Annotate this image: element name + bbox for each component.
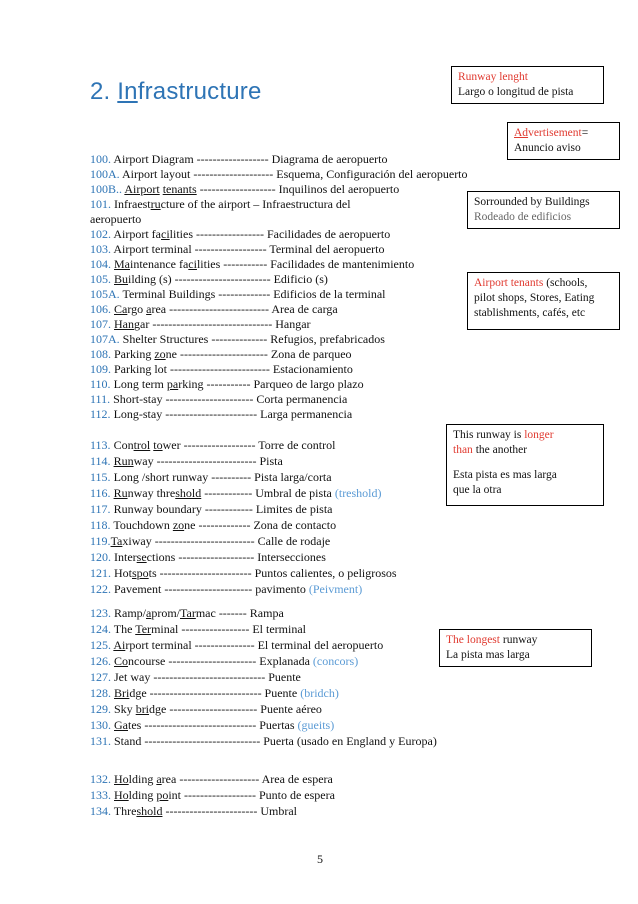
term-text: rea -------------------- Area de espera — [161, 772, 333, 786]
term-number: 100B.. — [90, 182, 123, 196]
term-text: lities ----------- Facilidades de mantenimiento — [196, 257, 415, 271]
term-number: 101. — [90, 197, 111, 211]
term-number: 122. — [90, 582, 111, 596]
term-number: 108. — [90, 347, 111, 361]
term-line-110 — [90, 377, 364, 392]
term-text: cture of the airport – Infraestructura del — [160, 197, 351, 211]
term-text-underlined: a — [146, 302, 152, 316]
term-number: 102. — [90, 227, 111, 241]
note-underlined: Ad — [514, 127, 529, 139]
term-text-underlined: Run — [113, 454, 134, 468]
term-number: 107A. — [90, 332, 120, 346]
note-text: pilot shops, Stores, Eating — [474, 292, 595, 304]
term-number: 133. — [90, 788, 111, 802]
term-text: ncourse ---------------------- Explanada — [128, 654, 313, 668]
term-text: way ------------------------- Pista — [133, 454, 283, 468]
term-number: 105. — [90, 272, 111, 286]
term-line-122 — [90, 582, 362, 597]
term-number: 121. — [90, 566, 111, 580]
note-spanish: que la otra — [453, 484, 502, 496]
term-text-underlined: a — [156, 772, 162, 786]
term-text-underlined: Ca — [114, 302, 128, 316]
term-text: wer ------------------ Torre de control — [162, 438, 336, 452]
note-text: stablishments, cafés, etc — [474, 307, 586, 319]
term-number: 109. — [90, 362, 111, 376]
term-text-underlined: Bu — [114, 272, 129, 286]
note-english: Sorrounded by Buildings — [474, 196, 590, 208]
term-number: 100. — [90, 152, 111, 166]
term-text-mid: lding — [128, 772, 157, 786]
term-text-underlined: to — [153, 438, 163, 452]
term-text-pre: Hot — [111, 566, 132, 580]
term-text: Long /short runway ---------- Pista larga/corta — [110, 470, 332, 484]
term-number: 107. — [90, 317, 111, 331]
term-text-underlined: Bri — [114, 686, 130, 700]
term-line-131 — [90, 734, 437, 749]
term-number: 103. — [90, 242, 111, 256]
term-text: xiway ------------------------- Calle de rodaje — [122, 534, 331, 548]
term-line-127 — [90, 670, 301, 685]
term-line-101-cont — [90, 212, 141, 227]
term-text-underlined: spo — [132, 566, 149, 580]
term-number: 113. — [90, 438, 111, 452]
note-box-longer — [446, 424, 604, 506]
term-text-underlined: Ho — [114, 788, 129, 802]
term-text: Stand ----------------------------- Puerta (usado en England y Europa) — [111, 734, 437, 748]
term-line-121 — [90, 566, 397, 581]
term-line-128 — [90, 686, 339, 701]
term-text-underlined: Airport — [124, 182, 160, 196]
note-english — [446, 633, 585, 648]
term-text-pre: Touchdown — [110, 518, 173, 532]
term-text-mid: lding — [128, 788, 157, 802]
term-text-underlined: ci — [188, 257, 197, 271]
term-line-103 — [90, 242, 384, 257]
term-number: 115. — [90, 470, 111, 484]
term-text: minal ----------------- El terminal — [151, 622, 306, 636]
pronunciation: (treshold) — [334, 486, 382, 500]
term-number: 128. — [90, 686, 111, 700]
term-text-underlined: Ru — [113, 486, 128, 500]
note-spanish: Largo o longitud de pista — [458, 86, 574, 98]
term-line-129 — [90, 702, 322, 717]
note-text: the another — [472, 444, 528, 456]
term-number: 114. — [90, 454, 111, 468]
term-text-pre: Con — [110, 438, 134, 452]
pronunciation: (gueits) — [297, 718, 335, 732]
term-text: ------------ Umbral de pista — [201, 486, 335, 500]
term-text: mac ------- Rampa — [195, 606, 284, 620]
term-line-105a — [90, 287, 386, 302]
term-text: rport terminal --------------- El terminal del aeropuerto — [125, 638, 384, 652]
note-equals: = — [581, 127, 589, 139]
note-box-advertisement — [507, 122, 620, 160]
page-number: 5 — [317, 852, 323, 866]
term-number: 116. — [90, 486, 111, 500]
term-text: Airport layout -------------------- Esquema, Configuración del aeropuerto — [119, 167, 468, 181]
term-text: int ------------------ Punto de espera — [168, 788, 335, 802]
term-number: 111. — [90, 392, 111, 406]
title-rest: frastructure — [137, 78, 262, 105]
term-text-underlined: Ter — [135, 622, 152, 636]
term-text-mid: rgo — [127, 302, 147, 316]
term-text: Runway boundary ------------ Limites de pista — [110, 502, 333, 516]
term-line-108 — [90, 347, 352, 362]
term-line-100 — [90, 152, 388, 167]
term-number: 119. — [90, 534, 111, 548]
note-red-text: Airport tenants — [474, 277, 544, 289]
term-line-109 — [90, 362, 353, 377]
term-line-126 — [90, 654, 358, 669]
term-line-100b — [90, 182, 399, 197]
term-text-underlined: Ho — [114, 772, 129, 786]
term-number: 123. — [90, 606, 111, 620]
note-spanish: Rodeado de edificios — [474, 211, 572, 223]
term-text-underlined: Ma — [114, 257, 130, 271]
term-text-mid: prom/ — [151, 606, 180, 620]
term-line-116 — [90, 486, 382, 501]
term-text-underlined: bri — [135, 702, 150, 716]
term-text-pre: Inter — [111, 550, 137, 564]
term-text: Airport Diagram ------------------ Diagrama de aeropuerto — [111, 152, 388, 166]
term-number: 127. — [90, 670, 111, 684]
term-text-underlined: a — [146, 606, 152, 620]
term-number: 131. — [90, 734, 111, 748]
note-red-text: The longest — [446, 634, 500, 646]
term-line-117 — [90, 502, 333, 517]
term-text: ------------------- Inquilinos del aeropuerto — [196, 182, 400, 196]
term-text: Short-stay ---------------------- Corta permanencia — [110, 392, 348, 406]
term-text: Terminal Buildings ------------- Edificios de la terminal — [119, 287, 386, 301]
note-english: Runway lenght — [458, 71, 528, 83]
term-text: Long-stay ----------------------- Larga permanencia — [110, 407, 353, 421]
note-english-cont — [453, 443, 597, 458]
term-text-underlined: trol — [133, 438, 151, 452]
term-text-underlined: ci — [161, 227, 170, 241]
note-text: This runway is — [453, 429, 525, 441]
term-line-107 — [90, 317, 311, 332]
term-text: dge ---------------------------- Puente — [129, 686, 301, 700]
term-line-111 — [90, 392, 347, 407]
note-english — [514, 126, 613, 141]
term-text-pre: Airport fa — [111, 227, 161, 241]
section-title — [90, 78, 262, 106]
term-text: tes ---------------------------- Puertas — [128, 718, 298, 732]
term-line-101 — [90, 197, 351, 212]
term-text-pre: Thre — [111, 804, 137, 818]
term-text-underlined: zo — [172, 518, 185, 532]
term-number: 117. — [90, 502, 111, 516]
term-line-114 — [90, 454, 283, 469]
term-line-130 — [90, 718, 334, 733]
term-text-underlined: Tar — [180, 606, 196, 620]
spacer — [453, 458, 597, 468]
term-text-underlined: Ga — [114, 718, 128, 732]
term-number: 130. — [90, 718, 111, 732]
term-text-pre: Infraest — [111, 197, 151, 211]
term-text-mid: intenance fa — [130, 257, 189, 271]
note-box-surrounded — [467, 191, 620, 229]
term-text: dge ---------------------- Puente aéreo — [149, 702, 322, 716]
term-number: 132. — [90, 772, 111, 786]
term-number: 124. — [90, 622, 111, 636]
term-text: rea ------------------------- Area de carga — [151, 302, 338, 316]
term-text-underlined: Ai — [113, 638, 126, 652]
term-text-pre: The — [111, 622, 136, 636]
term-line-124 — [90, 622, 306, 637]
term-text-underlined: Han — [114, 317, 134, 331]
note-spanish: Anuncio aviso — [514, 142, 581, 154]
term-number: 125. — [90, 638, 111, 652]
term-line-105 — [90, 272, 328, 287]
note-text: (schools, — [543, 277, 588, 289]
note-box-airport-tenants — [467, 272, 620, 330]
term-text: ----------------------- Umbral — [162, 804, 298, 818]
term-text: rking ----------- Parqueo de largo plazo — [178, 377, 364, 391]
term-number: 106. — [90, 302, 111, 316]
term-text: ne ------------- Zona de contacto — [184, 518, 337, 532]
term-number: 129. — [90, 702, 111, 716]
term-line-100a — [90, 167, 468, 182]
term-number: 104. — [90, 257, 111, 271]
note-box-longest — [439, 629, 592, 667]
term-number: 100A. — [90, 167, 120, 181]
term-text-underlined: po — [156, 788, 169, 802]
pronunciation: (bridch) — [300, 686, 339, 700]
term-text: ctions ------------------- Intersecciones — [146, 550, 326, 564]
term-text-underlined: tenants — [162, 182, 197, 196]
term-text-underlined: pa — [166, 377, 179, 391]
note-red-text: vertisement — [528, 127, 582, 139]
term-text: Shelter Structures -------------- Refugios, prefabricados — [119, 332, 385, 346]
term-line-133 — [90, 788, 335, 803]
term-text: Jet way ---------------------------- Puente — [111, 670, 301, 684]
term-line-102 — [90, 227, 390, 242]
term-line-119 — [90, 534, 330, 549]
term-number: 126. — [90, 654, 111, 668]
term-text-mid: nway thre — [127, 486, 176, 500]
note-spanish: La pista mas larga — [446, 649, 530, 661]
term-line-123 — [90, 606, 284, 621]
term-number: 118. — [90, 518, 111, 532]
term-line-113 — [90, 438, 335, 453]
term-line-106 — [90, 302, 338, 317]
term-text-underlined: shold — [175, 486, 202, 500]
term-text: Pavement ---------------------- pavimento — [111, 582, 309, 596]
term-number: 134. — [90, 804, 111, 818]
note-red-text: longer — [524, 429, 554, 441]
term-text: ne ---------------------- Zona de parqueo — [165, 347, 352, 361]
term-text: Airport terminal ------------------ Terminal del aeropuerto — [111, 242, 385, 256]
term-line-118 — [90, 518, 336, 533]
term-line-115 — [90, 470, 332, 485]
term-line-112 — [90, 407, 352, 422]
term-line-132 — [90, 772, 333, 787]
term-number: 120. — [90, 550, 111, 564]
term-text: ts ----------------------- Puntos calientes, o peligrosos — [148, 566, 397, 580]
term-text-underlined: shold — [136, 804, 163, 818]
term-text-underlined: se — [136, 550, 147, 564]
term-text: Parking lot ------------------------- Estacionamiento — [111, 362, 353, 376]
note-box-runway-length — [451, 66, 604, 104]
note-red-text: than — [453, 444, 473, 456]
term-number: 105A. — [90, 287, 120, 301]
term-line-104 — [90, 257, 414, 272]
term-text-pre: Long term — [110, 377, 167, 391]
note-spanish: Esta pista es mas larga — [453, 469, 557, 481]
term-text: ilding (s) ------------------------ Edificio (s) — [128, 272, 328, 286]
term-text-underlined: zo — [154, 347, 166, 361]
term-text-underlined: Ta — [110, 534, 123, 548]
term-line-120 — [90, 550, 326, 565]
term-text-underlined: ru — [150, 197, 161, 211]
note-text: runway — [499, 634, 538, 646]
term-line-107a — [90, 332, 385, 347]
term-text: gar ------------------------------ Hangar — [134, 317, 311, 331]
term-line-125 — [90, 638, 383, 653]
term-text: lities ----------------- Facilidades de aeropuerto — [169, 227, 391, 241]
pronunciation: (Peivment) — [308, 582, 363, 596]
term-number: 110. — [90, 377, 111, 391]
term-text-pre: Ramp/ — [111, 606, 146, 620]
term-text-underlined: Co — [114, 654, 129, 668]
title-prefix: 2. — [90, 78, 118, 105]
term-line-134 — [90, 804, 297, 819]
term-text-pre: Parking — [111, 347, 155, 361]
note-english — [453, 428, 597, 443]
note-english — [474, 276, 613, 291]
term-text: aeropuerto — [90, 212, 142, 226]
term-number: 112. — [90, 407, 111, 421]
term-text-pre: Sky — [111, 702, 136, 716]
title-underlined: In — [117, 78, 138, 105]
pronunciation: (concors) — [312, 654, 359, 668]
